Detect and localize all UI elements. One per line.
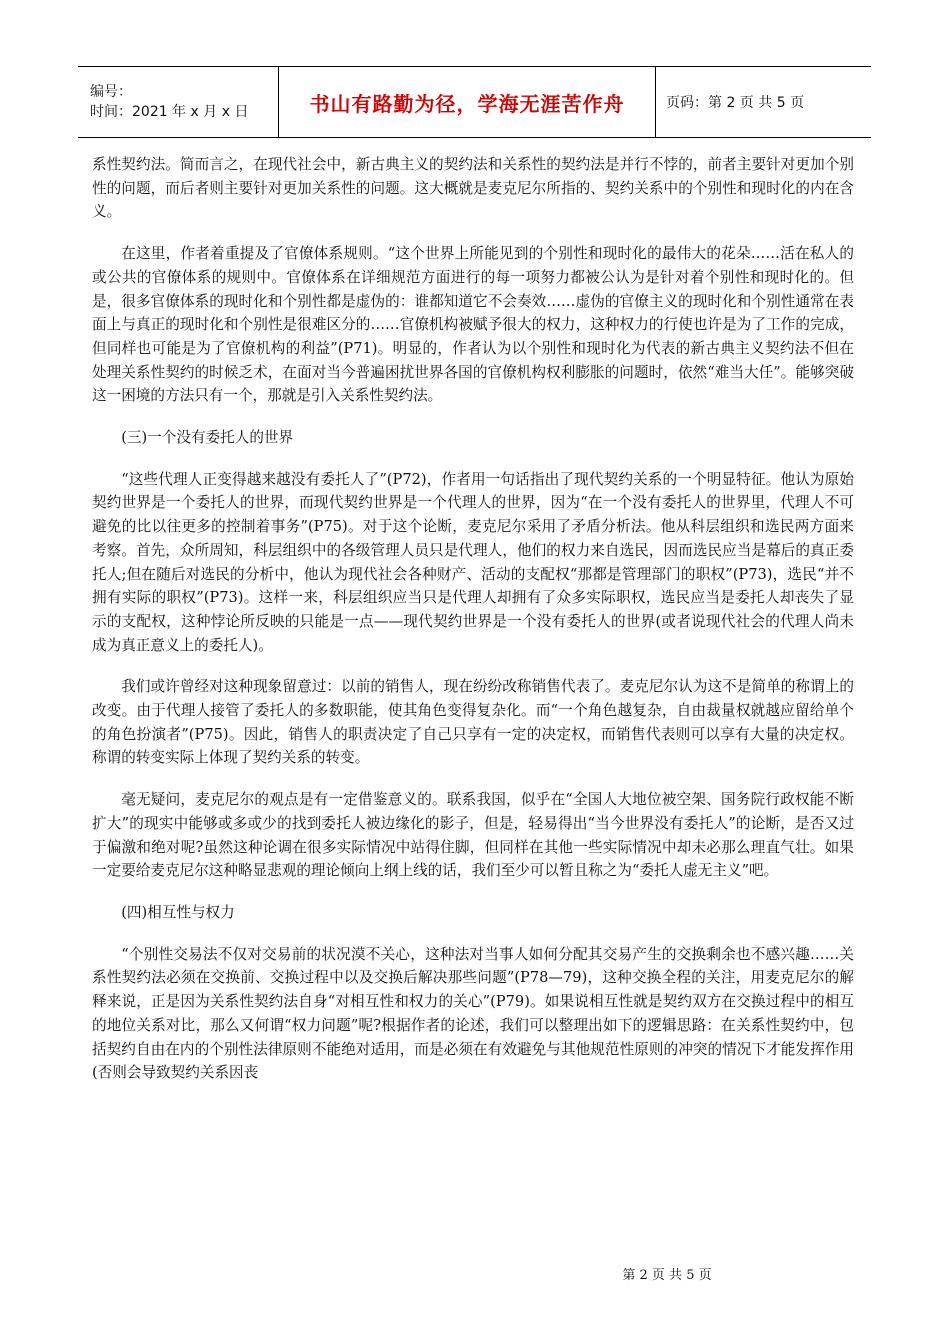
body-paragraph: “这些代理人正变得越来越没有委托人了”(P72)，作者用一句话指出了现代契约关系的一个明显特征。他认为原始契约世界是一个委托人的世界，而现代契约世界是一个代理人的世界，因为“在一个没有委托人的世界里，代理人不可避免的比以往更多的控制着事务”(P75)。对于这个论断，麦克尼尔采用了矛盾分析法。他从科层组织和选民两方面来考察。首先，众所周知，科层组织中的各级管理人员只是代理人，他们的权力来自选民，因而选民应当是幕后的真正委托人;但在随后对选民的分析中，他认为现代社会各种财产、活动的支配权“那都是管理部门的职权”(P73)，选民“并不拥有实际的职权”(P73)。这样一来，科层组织应当只是代理人却拥有了众多实际职权，选民应当是委托人却丧失了显示的支配权，这种悖论所反映的只能是一点——现代契约世界是一个没有委托人的世界(或者说现代社会的代理人尚未成为真正意义上的委托人)。 (92, 470, 854, 654)
body-paragraph: 毫无疑问，麦克尼尔的观点是有一定借鉴意义的。联系我国，似乎在“全国人大地位被空架、国务院行政权能不断扩大”的现实中能够或多或少的找到委托人被边缘化的影子，但是，轻易得出“当今世界没有委托人”的论断，是否又过于偏激和绝对呢?虽然这种论调在很多实际情况中站得住脚，但同样在其他一些实际情况中却未必那么理直气壮。如果一定要给麦克尼尔这种略显悲观的理论倾向上纲上线的话，我们至少可以暂且称之为“委托人虚无主义”吧。 (92, 791, 854, 880)
header-page-info: 页码：第 2 页 共 5 页 (666, 95, 805, 111)
document-date: 时间：2021 年 x 月 x 日 (90, 104, 249, 120)
section-heading: (四)相互性与权力 (121, 903, 235, 921)
document-body (92, 153, 854, 1103)
body-paragraph: “个别性交易法不仅对交易前的状况漠不关心，这种法对当事人如何分配其交易产生的交换剩余也不感兴趣……关系性契约法必须在交换前、交换过程中以及交换后解决那些问题”(P78—79)，这种交换全程的关注，用麦克尼尔的解释来说，正是因为关系性契约法自身“对相互性和权力的关心”(P79)。如果说相互性就是契约双方在交换过程中的相互的地位关系对比，那么又何谓“权力问题”呢?根据作者的论述，我们可以整理出如下的逻辑思路：在关系性契约中，包括契约自由在内的个别性法律原则不能绝对适用，而是必须在有效避免与其他规范性原则的冲突的情况下才能发挥作用(否则会导致契约关系因丧 (92, 945, 854, 1082)
page-footer (0, 1264, 950, 1283)
body-paragraph: 在这里，作者着重提及了官僚体系规则。“这个世界上所能见到的个别性和现时化的最伟大的花朵……活在私人的或公共的官僚体系的规则中。官僚体系在详细规范方面进行的每一项努力都被公认为是针对着个别性和现时化的。但是，很多官僚体系的现时化和个别性都是虚伪的：谁都知道它不会奏效……虚伪的官僚主义的现时化和个别性通常在表面上与真正的现时化和个别性是很难区分的……官僚机构被赋予很大的权力，这种权力的行使也许是为了工作的完成，但同样也可能是为了官僚机构的利益”(P71)。明显的，作者认为以个别性和现时化为代表的新古典主义契约法不但在处理关系性契约的时候乏术，在面对当今普遍困扰世界各国的官僚机构权利膨胀的问题时，依然“难当大任”。能够突破这一困境的方法只有一个，那就是引入关系性契约法。 (92, 245, 854, 405)
body-paragraph: 我们或许曾经对这种现象留意过：以前的销售人，现在纷纷改称销售代表了。麦克尼尔认为这不是简单的称谓上的改变。由于代理人接管了委托人的多数职能，使其角色变得复杂化。而“一个角色越复杂，自由裁量权就越应留给单个的角色扮演者”(P75)。因此，销售人的职责决定了自己只享有一定的决定权，而销售代表则可以享有大量的决定权。称谓的转变实际上体现了契约关系的转变。 (92, 678, 854, 767)
body-paragraph: 系性契约法。简而言之，在现代社会中，新古典主义的契约法和关系性的契约法是并行不悖的，前者主要针对更加个别性的问题，而后者则主要针对更加关系性的问题。这大概就是麦克尼尔所指的、契约关系中的个别性和现时化的内在含义。 (92, 156, 854, 221)
section-heading: (三)一个没有委托人的世界 (121, 429, 294, 447)
footer-page-number: 第 2 页 共 5 页 (622, 1268, 712, 1283)
header-meta (78, 67, 278, 137)
header-motto: 书山有路勤为径，学海无涯苦作舟 (278, 67, 656, 137)
page-header (78, 66, 871, 138)
document-number-label: 编号： (90, 84, 132, 100)
